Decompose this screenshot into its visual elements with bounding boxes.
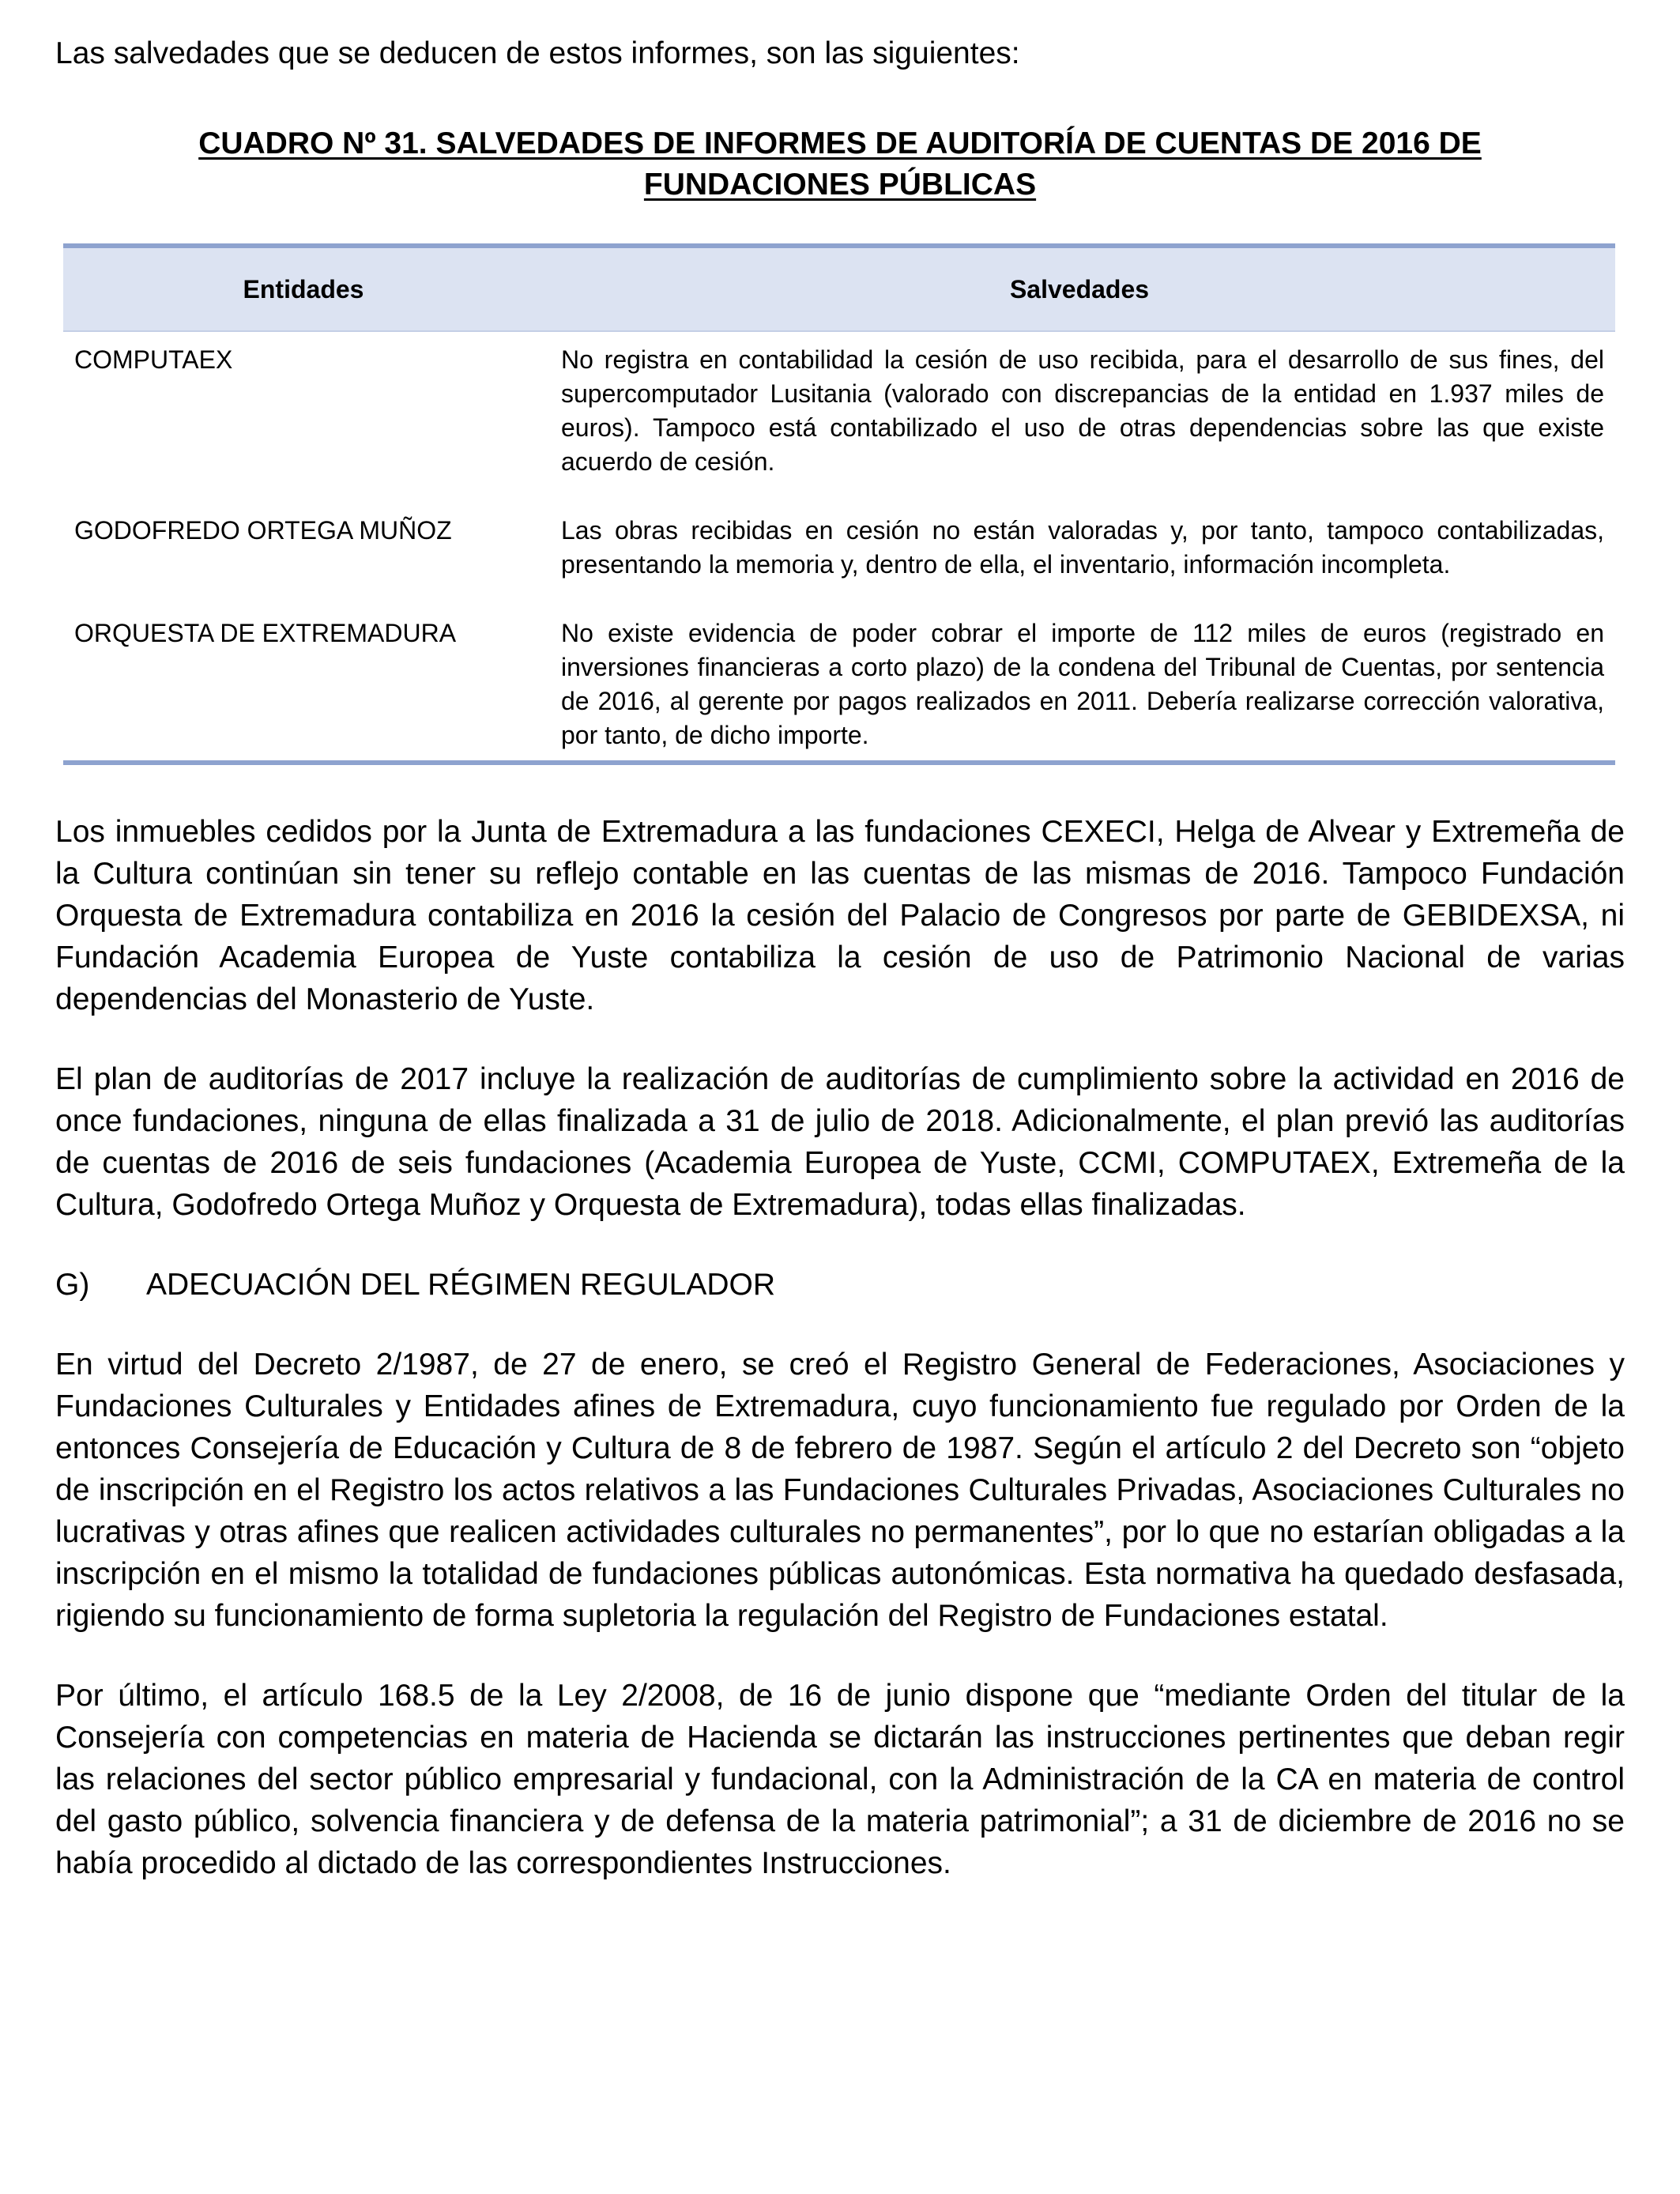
salvedades-table bbox=[63, 243, 1615, 765]
entidad-cell: COMPUTAEX bbox=[74, 345, 233, 374]
document-page bbox=[55, 32, 1625, 1884]
salvedad-cell: No registra en contabilidad la cesión de uso recibida, para el desarrollo de sus fines, del supercomputador Lusitania (valorado con discrepancias de la entidad en 1.937 miles de euros). Tampoco está contabilizado el uso de otras dependencias sobre las que existe acuerdo de cesión. bbox=[561, 345, 1604, 476]
section-title: ADECUACIÓN DEL RÉGIMEN REGULADOR bbox=[146, 1268, 776, 1302]
paragraph-decreto: En virtud del Decreto 2/1987, de 27 de enero, se creó el Registro General de Federaciones, Asociaciones y Fundaciones Culturales y Entidades afines de Extremadura, cuyo funcionamiento fue regulado por Orden de la entonces Consejería de Educación y Cultura de 8 de febrero de 1987. Según el artículo 2 del Decreto son “objeto de inscripción en el Registro los actos relativos a las Fundaciones Culturales Privadas, Asociaciones Culturales no lucrativas y otras afines que realicen actividades culturales no permanentes”, por lo que no estarían obligadas a la inscripción en el mismo la totalidad de fundaciones públicas autonómicas. Esta normativa ha quedado desfasada, rigiendo su funcionamiento de forma supletoria la regulación del Registro de Fundaciones estatal. bbox=[55, 1348, 1625, 1633]
paragraph-plan-auditorias: El plan de auditorías de 2017 incluye la realización de auditorías de cumplimiento sobre la actividad en 2016 de once fundaciones, ninguna de ellas finalizada a 31 de julio de 2018. Adicionalmente, el plan previó las auditorías de cuentas de 2016 de seis fundaciones (Academia Europea de Yuste, CCMI, COMPUTAEX, Extremeña de la Cultura, Godofredo Ortega Muñoz y Orquesta de Extremadura), todas ellas finalizadas. bbox=[55, 1062, 1625, 1222]
table-title bbox=[55, 123, 1625, 205]
table-row bbox=[63, 604, 1615, 763]
salvedad-cell: No existe evidencia de poder cobrar el importe de 112 miles de euros (registrado en inversiones financieras a corto plazo) de la condena del Tribunal de Cuentas, por sentencia de 2016, al gerente por pagos realizados en 2011. Debería realizarse corrección valorativa, por tanto, de dicho importe. bbox=[544, 604, 1615, 763]
table-header-row bbox=[63, 246, 1615, 331]
table-row bbox=[63, 331, 1615, 501]
paragraph-inmuebles: Los inmuebles cedidos por la Junta de Extremadura a las fundaciones CEXECI, Helga de Alvear y Extremeña de la Cultura continúan sin tener su reflejo contable en las cuentas de las mismas de 2016. Tampoco Fundación Orquesta de Extremadura contabiliza en 2016 la cesión del Palacio de Congresos por parte de GEBIDEXSA, ni Fundación Academia Europea de Yuste contabiliza la cesión de uso de Patrimonio Nacional de varias dependencias del Monasterio de Yuste. bbox=[55, 815, 1625, 1016]
header-salvedades: Salvedades bbox=[544, 246, 1615, 331]
intro-text: Las salvedades que se deducen de estos informes, son las siguientes: bbox=[55, 36, 1020, 70]
header-entidades: Entidades bbox=[63, 246, 544, 331]
table-title-line-1: CUADRO Nº 31. SALVEDADES DE INFORMES DE AUDITORÍA DE CUENTAS DE 2016 DE bbox=[198, 126, 1482, 160]
section-heading bbox=[55, 1264, 1625, 1306]
paragraph-ley: Por último, el artículo 168.5 de la Ley 2/2008, de 16 de junio dispone que “mediante Orden del titular de la Consejería con competencias en materia de Hacienda se dictarán las instrucciones pertinentes que deban regir las relaciones del sector público empresarial y fundacional, con la Administración de la CA en materia de control del gasto público, solvencia financiera y de defensa de la materia patrimonial”; a 31 de diciembre de 2016 no se había procedido al dictado de las correspondientes Instrucciones. bbox=[55, 1679, 1625, 1880]
entidad-cell: GODOFREDO ORTEGA MUÑOZ bbox=[74, 516, 452, 545]
salvedad-cell: Las obras recibidas en cesión no están valoradas y, por tanto, tampoco contabilizadas, presentando la memoria y, dentro de ella, el inventario, información incompleta. bbox=[561, 516, 1604, 579]
section-letter: G) bbox=[55, 1268, 90, 1302]
entidad-cell: ORQUESTA DE EXTREMADURA bbox=[63, 604, 544, 763]
salvedades-table-wrapper bbox=[63, 243, 1615, 765]
table-title-line-2: FUNDACIONES PÚBLICAS bbox=[643, 168, 1037, 202]
table-row bbox=[63, 501, 1615, 604]
